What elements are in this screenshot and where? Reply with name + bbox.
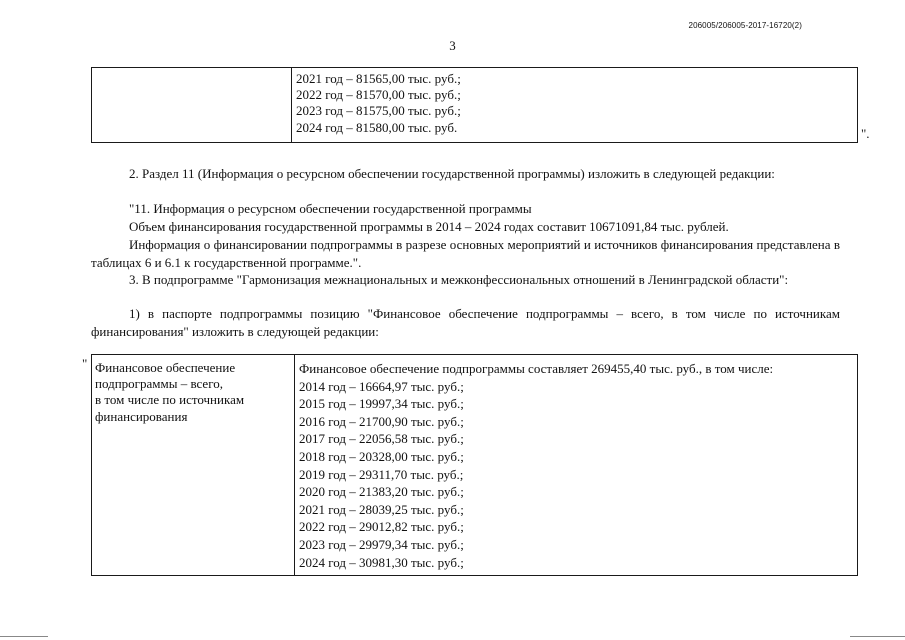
paragraph-passport: 1) в паспорте подпрограммы позицию "Финансовое обеспечение подпрограммы – всего, в том числе по источникам финансирования" изложить в следующей редакции:	[91, 306, 840, 339]
paragraph-funding-info: Информация о финансировании подпрограммы в разрезе основных мероприятий и источников финансирования представлена в таблицах 6 и 6.1 к государственной программе.".	[91, 237, 840, 270]
funding-line: 2019 год – 29311,70 тыс. руб.;	[299, 466, 464, 482]
funding-line: 2024 год – 81580,00 тыс. руб.	[296, 119, 458, 135]
funding-line: 2022 год – 29012,82 тыс. руб.;	[299, 519, 464, 535]
funding-line: 2015 год – 19997,34 тыс. руб.;	[299, 396, 464, 412]
funding-years-list	[296, 71, 461, 136]
paragraph-section-11-title: "11. Информация о ресурсном обеспечении государственной программы	[129, 201, 532, 216]
page-number: 3	[449, 38, 456, 53]
row-header-line: подпрограммы – всего,	[95, 376, 223, 392]
funding-line: 2021 год – 28039,25 тыс. руб.;	[299, 501, 464, 517]
row-header-line: в том числе по источникам	[95, 392, 245, 408]
table-row-header-cell	[95, 360, 244, 425]
scan-artifact	[0, 636, 48, 637]
document-id: 206005/206005-2017-16720(2)	[688, 21, 802, 30]
row-header-line: Финансовое обеспечение	[95, 360, 236, 375]
closing-quote: ".	[861, 126, 870, 141]
funding-line: 2020 год – 21383,20 тыс. руб.;	[299, 484, 464, 500]
subprogram-funding-table	[91, 354, 858, 576]
paragraph-section-11: 2. Раздел 11 (Информация о ресурсном обеспечении государственной программы) изложить в следующей редакции:	[129, 166, 775, 181]
funding-table-continuation	[91, 67, 858, 143]
funding-line: 2023 год – 29979,34 тыс. руб.;	[299, 536, 464, 552]
funding-line: 2023 год – 81575,00 тыс. руб.;	[296, 103, 461, 119]
funding-line: 2014 год – 16664,97 тыс. руб.;	[299, 378, 464, 394]
table-column-divider	[294, 355, 295, 575]
paragraph-funding-volume: Объем финансирования государственной программы в 2014 – 2024 годах составит 10671091,84 тыс. рублей.	[129, 219, 729, 234]
funding-summary-line: Финансовое обеспечение подпрограммы составляет 269455,40 тыс. руб., в том числе:	[299, 361, 774, 376]
funding-line: 2024 год – 30981,30 тыс. руб.;	[299, 554, 464, 570]
funding-line: 2016 год – 21700,90 тыс. руб.;	[299, 413, 464, 429]
funding-line: 2018 год – 20328,00 тыс. руб.;	[299, 448, 464, 464]
opening-quote: "	[82, 356, 88, 371]
scan-artifact	[850, 636, 905, 637]
table-value-cell	[299, 360, 773, 571]
funding-line: 2021 год – 81565,00 тыс. руб.;	[296, 71, 461, 86]
row-header-line: финансирования	[95, 408, 188, 424]
table-column-divider	[291, 68, 292, 142]
funding-line: 2017 год – 22056,58 тыс. руб.;	[299, 431, 464, 447]
funding-line: 2022 год – 81570,00 тыс. руб.;	[296, 87, 461, 103]
paragraph-subprogram: 3. В подпрограмме "Гармонизация межнациональных и межконфессиональных отношений в Ленинградской области":	[129, 272, 789, 287]
